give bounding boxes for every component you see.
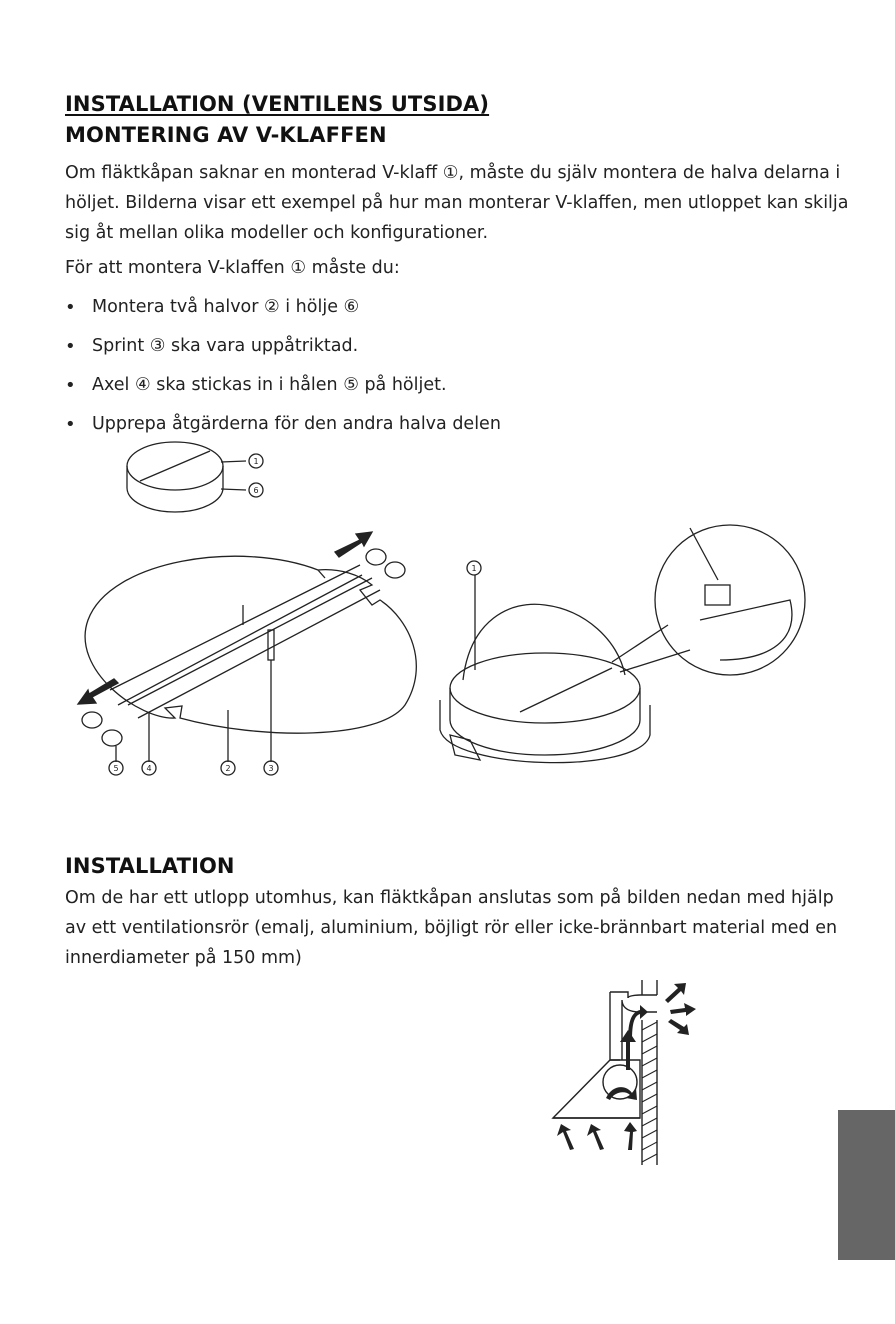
ring-callout-circles bbox=[249, 454, 263, 497]
callout-number: 4 bbox=[146, 764, 152, 773]
subheading-mounting: MONTERING AV V-KLAFFEN bbox=[65, 123, 387, 147]
callout-number: 5 bbox=[113, 764, 119, 773]
ring-illustration bbox=[127, 442, 246, 512]
steps-list bbox=[65, 288, 501, 444]
hood-and-duct bbox=[553, 980, 657, 1165]
intro-paragraph: Om fläktkåpan saknar en monterad V-klaff ①, måste du själv montera de halva delarna i höljet. Bilderna visar ett exempel på hur man monterar V-klaffen, men utloppet kan skilja sig åt mellan olika modeller och konfigurationer. bbox=[65, 163, 849, 243]
lead-text: För att montera V-klaffen ① måste du: bbox=[65, 258, 400, 278]
parts-illustration bbox=[78, 532, 416, 762]
list-item: • Montera två halvor ② i hölje ⑥ bbox=[65, 288, 501, 327]
callout-number: 3 bbox=[268, 764, 274, 773]
assembled-callout-circle bbox=[467, 561, 481, 575]
installation-paragraph: Om de har ett utlopp utomhus, kan fläktkåpan anslutas som på bilden nedan med hjälp av ett ventilationsrör (emalj, aluminium, böjligt rör eller icke-brännbart material med en innerdiameter på 150 mm) bbox=[65, 888, 838, 968]
airflow-arrows bbox=[557, 983, 696, 1150]
callout-number: 2 bbox=[225, 764, 231, 773]
callout-number: 6 bbox=[253, 486, 259, 495]
list-item: • Upprepa åtgärderna för den andra halva delen bbox=[65, 405, 501, 444]
list-item: • Sprint ③ ska vara uppåtriktad. bbox=[65, 327, 501, 366]
language-tab bbox=[838, 1110, 895, 1260]
assembled-valve-illustration bbox=[440, 525, 805, 763]
parts-callout-circles bbox=[109, 761, 278, 775]
callout-number: 1 bbox=[253, 457, 259, 466]
section-heading-installation: INSTALLATION bbox=[65, 854, 235, 878]
callout-number: 1 bbox=[471, 564, 477, 573]
section-heading-outside: INSTALLATION (VENTILENS UTSIDA) bbox=[65, 92, 490, 116]
list-item: • Axel ④ ska stickas in i hålen ⑤ på höljet. bbox=[65, 366, 501, 405]
